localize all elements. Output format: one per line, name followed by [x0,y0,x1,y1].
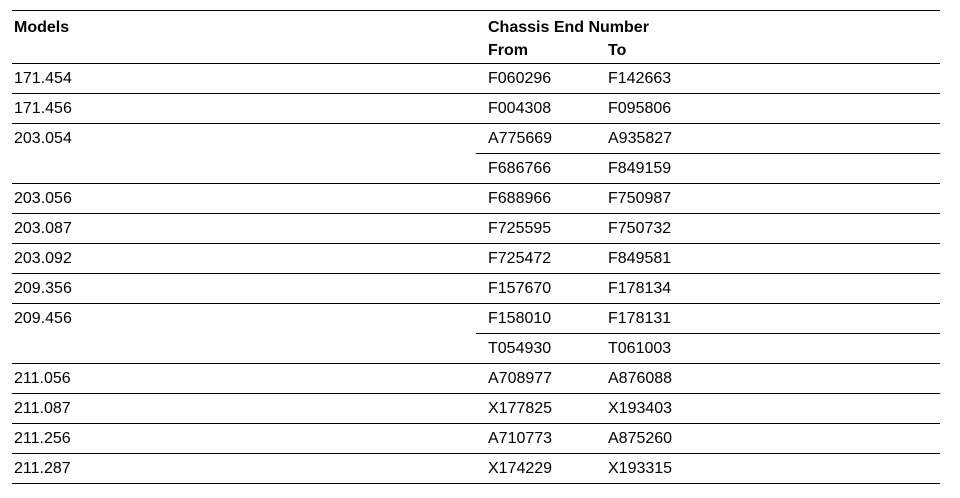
from-cell: T054930 [488,340,552,357]
from-cell: F725595 [488,220,552,237]
model-cell: 209.356 [14,280,72,297]
from-cell: F725472 [488,250,552,267]
from-cell: A708977 [488,370,553,387]
from-cell: F060296 [488,70,552,87]
table-row [12,274,940,304]
model-cell: 209.456 [14,310,72,327]
from-cell: A710773 [488,430,553,447]
chassis-range [476,64,940,93]
from-cell: X174229 [488,460,553,477]
header-to: To [608,42,627,59]
chassis-range [476,153,940,183]
model-cell: 203.092 [14,250,72,267]
table-row [12,94,940,124]
chassis-range [476,214,940,243]
chassis-range [476,454,940,483]
chassis-range [476,394,940,423]
to-cell: A875260 [608,430,673,447]
to-cell: F095806 [608,100,672,117]
header-from: From [488,42,528,59]
chassis-range [476,424,940,453]
chassis-range [476,184,940,213]
table-row [12,124,940,184]
chassis-range [476,94,940,123]
from-cell: F004308 [488,100,552,117]
table-row [12,214,940,244]
to-cell: A935827 [608,130,673,147]
chassis-range [476,333,940,363]
chassis-range [476,274,940,303]
model-cell: 211.056 [14,370,71,387]
to-cell: A876088 [608,370,673,387]
from-cell: A775669 [488,130,553,147]
model-cell: 211.256 [14,430,71,447]
model-cell: 203.087 [14,220,72,237]
table-row [12,304,940,364]
table-row [12,244,940,274]
to-cell: T061003 [608,340,672,357]
model-cell: 211.287 [14,460,71,477]
table-row [12,184,940,214]
to-cell: F849159 [608,160,672,177]
model-cell: 211.087 [14,400,71,417]
model-cell: 171.454 [14,70,72,87]
to-cell: F750987 [608,190,672,207]
to-cell: F178134 [608,280,672,297]
to-cell: F178131 [608,310,672,327]
model-cell: 171.456 [14,100,72,117]
from-cell: F688966 [488,190,552,207]
table-row [12,64,940,94]
header-models: Models [14,19,70,36]
to-cell: F142663 [608,70,672,87]
table-row [12,454,940,484]
from-cell: F158010 [488,310,552,327]
chassis-range [476,244,940,273]
to-cell: X193315 [608,460,673,477]
from-cell: F157670 [488,280,552,297]
header-chassis-end-number: Chassis End Number [488,19,649,36]
table-header [12,11,940,63]
to-cell: X193403 [608,400,673,417]
table-row [12,364,940,394]
chassis-table [12,10,940,484]
table-row [12,424,940,454]
model-cell: 203.056 [14,190,72,207]
chassis-range [476,304,940,333]
table-row [12,394,940,424]
chassis-range [476,364,940,393]
model-cell: 203.054 [14,130,72,147]
table-body [12,64,940,484]
chassis-range [476,124,940,153]
to-cell: F750732 [608,220,672,237]
from-cell: F686766 [488,160,552,177]
to-cell: F849581 [608,250,672,267]
from-cell: X177825 [488,400,553,417]
